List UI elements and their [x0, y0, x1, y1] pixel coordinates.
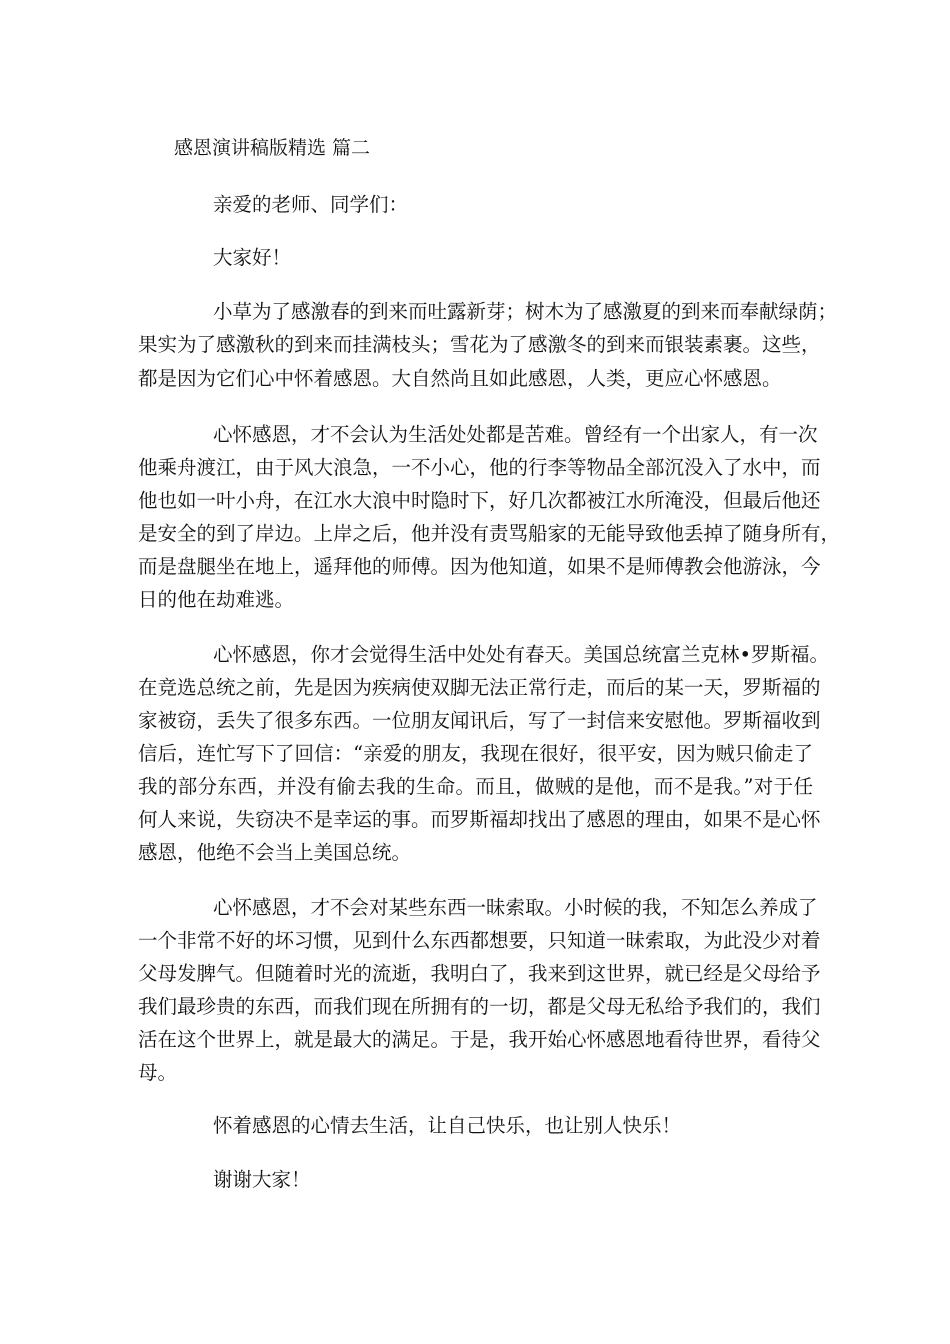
paragraph-3-line: 家被窃，丢失了很多东西。一位朋友闻讯后，写了一封信来安慰他。罗斯福收到: [138, 709, 821, 732]
paragraph-4-line: 母。: [138, 1061, 178, 1084]
paragraph-3-line: 我的部分东西，并没有偷去我的生命。而且，做贼的是他，而不是我。”对于任: [138, 775, 813, 798]
paragraph-1-line: 都是因为它们心中怀着感恩。大自然尚且如此感恩，人类，更应心怀感恩。: [138, 367, 782, 390]
paragraph-4-line: 心怀感恩，才不会对某些东西一昧索取。小时候的我，不知怎么养成了: [213, 896, 818, 919]
paragraph-1-line: 果实为了感激秋的到来而挂满枝头；雪花为了感激冬的到来而银装素裹。这些，: [138, 333, 821, 356]
paragraph-3-line: 何人来说，失窃决不是幸运的事。而罗斯福却找出了感恩的理由，如果不是心怀: [138, 808, 821, 831]
paragraph-4-line: 我们最珍贵的东西，而我们现在所拥有的一切，都是父母无私给予我们的，我们: [138, 995, 821, 1018]
paragraph-2-line: 是安全的到了岸边。上岸之后，他并没有责骂船家的无能导致他丢掉了随身所有，: [138, 522, 841, 545]
paragraph-4-line: 父母发脾气。但随着时光的流逝，我明白了，我来到这世界，就已经是父母给予: [138, 962, 821, 985]
page-title: 感恩演讲稿版精选 篇二: [174, 137, 371, 159]
paragraph-2-line: 他也如一叶小舟，在江水大浪中时隐时下，好几次都被江水所淹没，但最后他还: [138, 489, 821, 512]
closing-line: 怀着感恩的心情去生活，让自己快乐，也让别人快乐！: [213, 1114, 682, 1137]
paragraph-4-line: 活在这个世界上，就是最大的满足。于是，我开始心怀感恩地看待世界，看待父: [138, 1028, 821, 1051]
paragraph-4-line: 一个非常不好的坏习惯，见到什么东西都想要，只知道一昧索取，为此没少对着: [138, 929, 821, 952]
paragraph-3-line: 感恩，他绝不会当上美国总统。: [138, 841, 412, 864]
greeting: 亲爱的老师、同学们：: [213, 193, 409, 216]
paragraph-3-line: 在竞选总统之前，先是因为疾病使双脚无法正常行走，而后的某一天，罗斯福的: [138, 676, 821, 699]
paragraph-2-line: 而是盘腿坐在地上，遥拜他的师傅。因为他知道，如果不是师傅教会他游泳，今: [138, 555, 821, 578]
thanks-line: 谢谢大家！: [213, 1168, 311, 1191]
paragraph-3-line: 心怀感恩，你才会觉得生活中处处有春天。美国总统富兰克林•罗斯福。: [213, 643, 830, 666]
paragraph-2-line: 心怀感恩，才不会认为生活处处都是苦难。曾经有一个出家人，有一次: [213, 423, 818, 446]
paragraph-1-line: 小草为了感激春的到来而吐露新芽；树木为了感激夏的到来而奉献绿荫；: [213, 300, 838, 323]
hello: 大家好！: [213, 246, 292, 269]
paragraph-2-line: 日的他在劫难逃。: [138, 588, 295, 611]
paragraph-3-line: 信后，连忙写下了回信：“亲爱的朋友，我现在很好，很平安，因为贼只偷走了: [138, 742, 813, 765]
paragraph-2-line: 他乘舟渡江，由于风大浪急，一不小心，他的行李等物品全部沉没入了水中，而: [138, 456, 821, 479]
